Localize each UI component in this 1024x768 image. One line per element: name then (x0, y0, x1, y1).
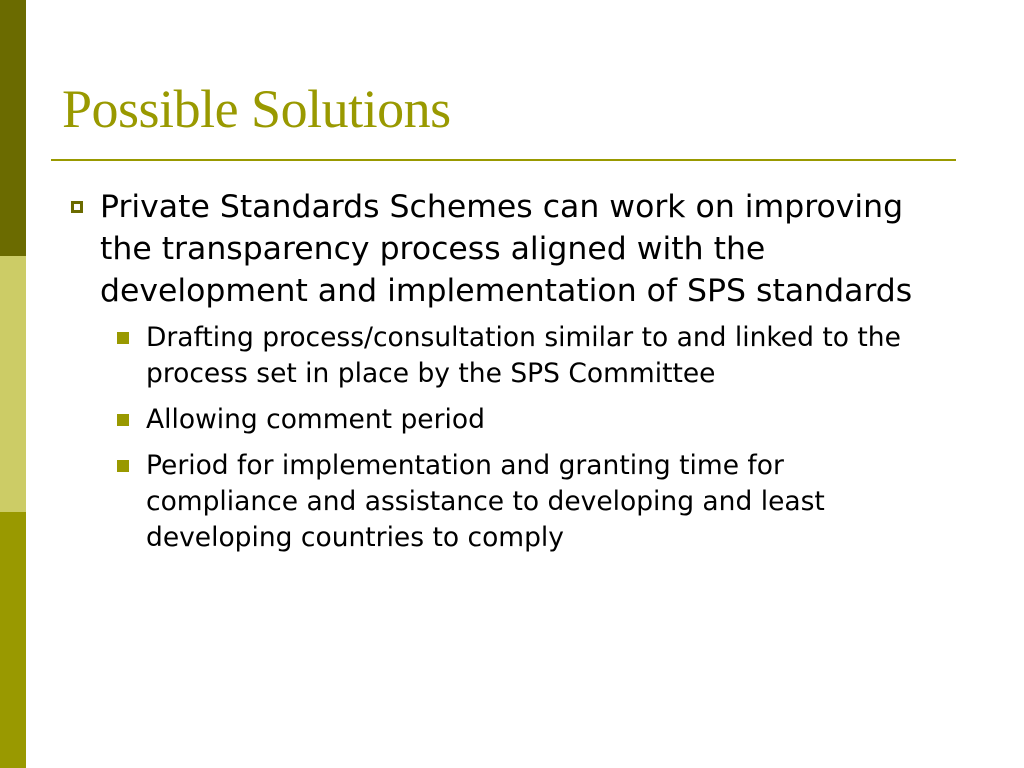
side-band-top (0, 0, 26, 256)
bullet-item (62, 186, 942, 312)
sub-bullet-list (62, 320, 942, 556)
filled-square-icon (117, 414, 129, 426)
slide-title: Possible Solutions (62, 79, 451, 139)
slide-content (62, 186, 942, 566)
filled-square-icon (117, 460, 129, 472)
hollow-square-icon (71, 201, 83, 213)
bullet-text: Private Standards Schemes can work on improving the transparency process aligned with the development and implementation of SPS standards (100, 189, 913, 309)
sub-bullet-text: Period for implementation and granting time for compliance and assistance to developing and least developing countries to comply (146, 450, 825, 553)
sub-bullet-item (62, 448, 942, 556)
sub-bullet-text: Allowing comment period (146, 404, 485, 435)
title-divider (51, 159, 956, 161)
filled-square-icon (117, 332, 129, 344)
sub-bullet-item (62, 402, 942, 438)
sub-bullet-text: Drafting process/consultation similar to and linked to the process set in place by the SPS Committee (146, 322, 901, 389)
side-band-bottom (0, 512, 26, 768)
sub-bullet-item (62, 320, 942, 392)
side-band-middle (0, 256, 26, 512)
